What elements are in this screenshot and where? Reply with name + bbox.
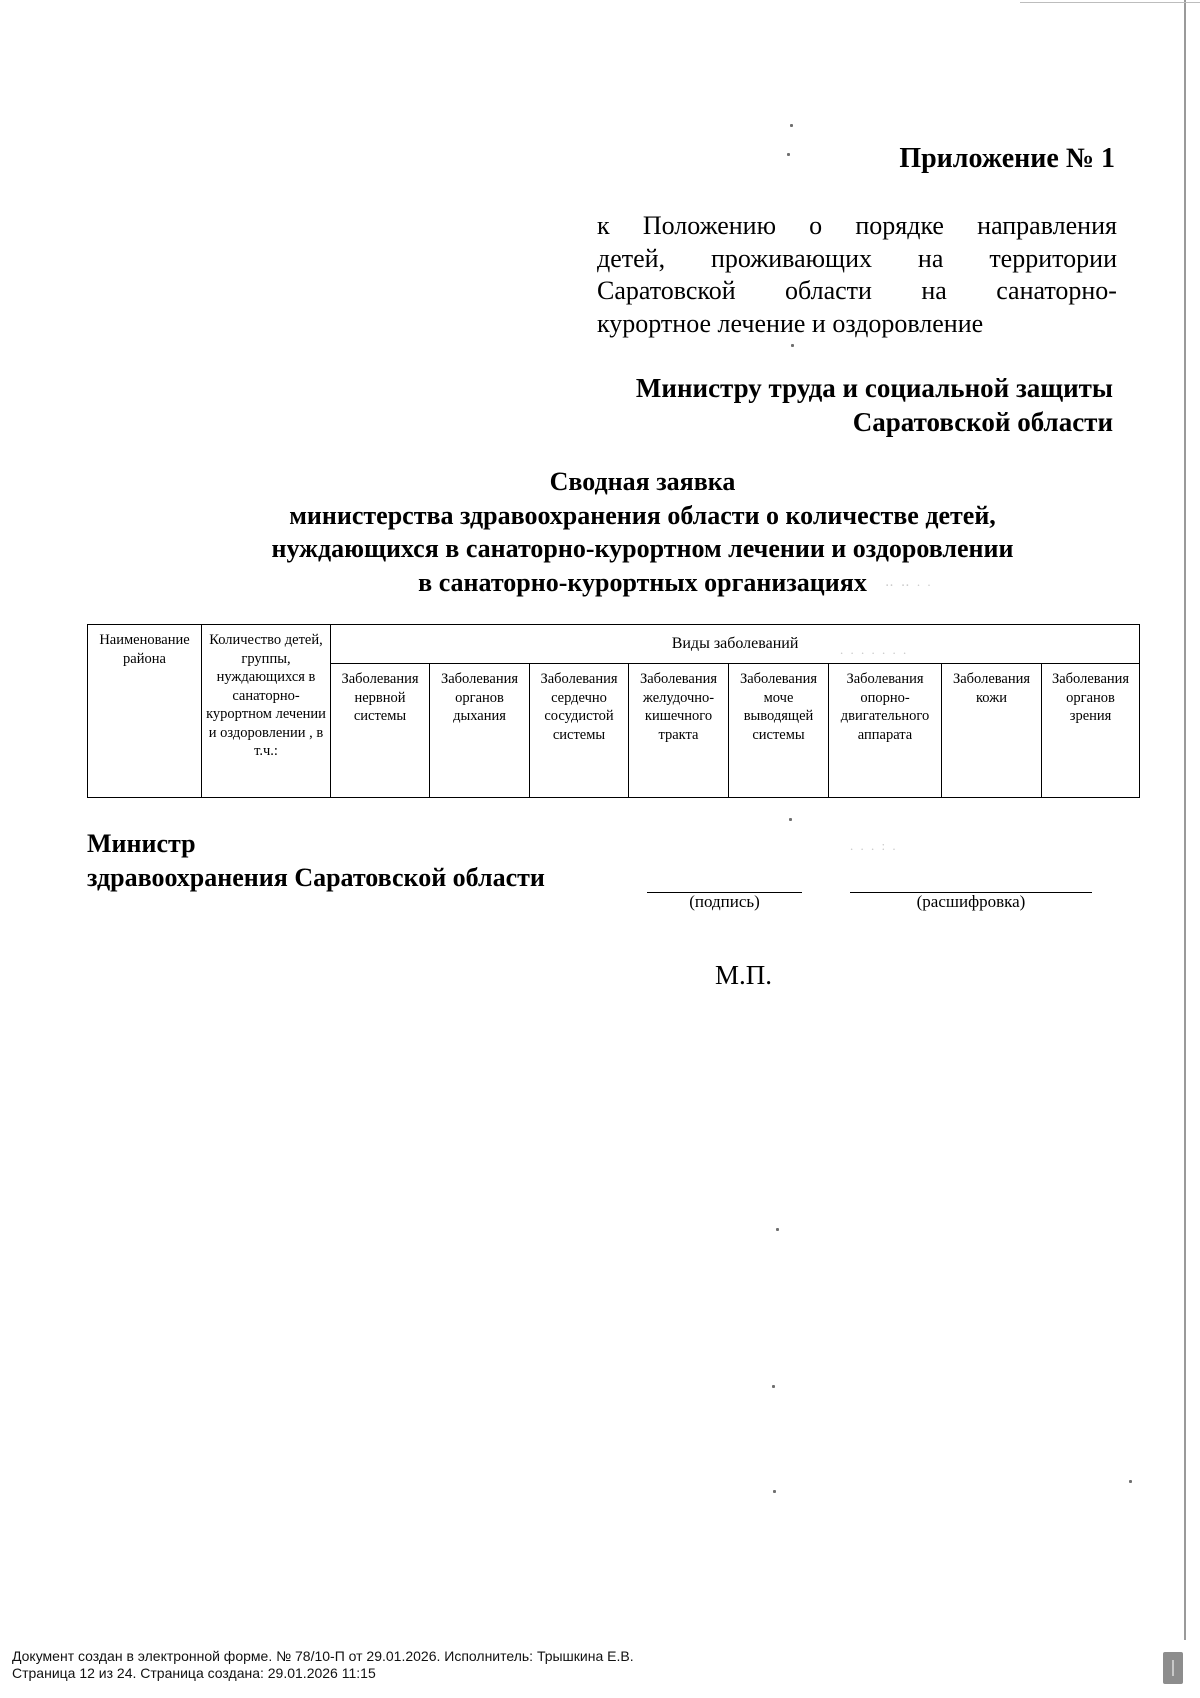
title-line: нуждающихся в санаторно-курортном лечении и оздоровлении	[271, 534, 1014, 563]
regulation-line	[597, 243, 1117, 276]
header-disease-vision: Заболевания органов зрения	[1042, 664, 1140, 798]
word: на	[921, 276, 947, 305]
addressee	[560, 371, 1113, 439]
regulation-reference	[597, 210, 1117, 340]
top-rule	[1020, 2, 1200, 3]
header-disease-nervous: Заболевания нервной системы	[331, 664, 430, 798]
word: Саратовской	[597, 276, 736, 305]
summary-table	[87, 624, 1140, 798]
header-disease-types: Виды заболеваний	[331, 625, 1140, 664]
title-line: Сводная заявка	[549, 467, 736, 496]
word: о	[809, 211, 823, 240]
header-disease-gastrointestinal: Заболевания желудочно-кишечного тракта	[629, 664, 729, 798]
word: территории	[989, 243, 1117, 273]
header-disease-urinary: Заболевания моче выводящей системы	[729, 664, 829, 798]
regulation-line	[597, 275, 1117, 308]
header-disease-musculoskeletal: Заболевания опорно-двигательного аппарата	[829, 664, 942, 798]
document-footer	[12, 1648, 1152, 1682]
word: области	[785, 276, 872, 305]
word: детей,	[597, 243, 666, 273]
footer-line: Страница 12 из 24. Страница создана: 29.01.2026 11:15	[12, 1665, 376, 1681]
scan-artifact	[787, 153, 790, 156]
title-line: в санаторно-курортных организациях	[418, 567, 867, 597]
scan-artifact	[776, 1228, 779, 1231]
header-disease-skin: Заболевания кожи	[942, 664, 1042, 798]
position-line: здравоохранения Саратовской области	[87, 863, 545, 892]
word: к	[597, 211, 610, 240]
regulation-line	[597, 308, 1117, 341]
scan-artifact	[791, 344, 794, 347]
appendix-number: Приложение № 1	[899, 143, 1115, 174]
regulation-line	[597, 210, 1117, 243]
word: на	[917, 243, 944, 273]
word: курортное лечение и оздоровление	[597, 308, 984, 338]
header-region: Наименование района	[88, 625, 202, 798]
signature-caption: (подпись)	[689, 892, 760, 911]
header-disease-cardiovascular: Заболевания сердечно сосудистой системы	[530, 664, 629, 798]
page-edge	[1184, 0, 1186, 1640]
header-children-count: Количество детей, группы, нуждающихся в санаторно-курортном лечении и оздоровлении , в т.ч.:	[202, 625, 331, 798]
decoding-caption: (расшифровка)	[916, 892, 1026, 911]
word: Положению	[642, 211, 776, 240]
scan-artifact	[789, 818, 792, 821]
addressee-line: Саратовской области	[852, 407, 1113, 437]
scrollbar-thumb[interactable]	[1163, 1652, 1183, 1684]
header-disease-respiratory: Заболевания органов дыхания	[430, 664, 530, 798]
scan-artifact	[773, 1490, 776, 1493]
addressee-line: Министру труда и социальной защиты	[635, 373, 1113, 403]
word: направления	[977, 211, 1117, 240]
word: порядке	[855, 211, 944, 240]
scan-artifact: ‥ ‥ . .	[885, 574, 933, 589]
minister-position	[87, 827, 687, 895]
word: проживающих	[711, 243, 872, 273]
title-line: министерства здравоохранения области о количестве детей,	[289, 500, 996, 530]
scan-artifact: . . . : .	[850, 838, 898, 853]
word: санаторно-	[996, 276, 1117, 305]
document-title	[200, 465, 1085, 599]
scan-artifact: . . . . . . .	[840, 642, 909, 657]
footer-line: Документ создан в электронной форме. № 78/10-П от 29.01.2026. Исполнитель: Трышкина Е.В.	[12, 1648, 634, 1664]
scan-artifact	[772, 1385, 775, 1388]
seal-placeholder: М.П.	[715, 960, 773, 990]
position-line: Министр	[87, 829, 196, 858]
scan-artifact	[1129, 1480, 1132, 1483]
scan-artifact	[790, 124, 793, 127]
